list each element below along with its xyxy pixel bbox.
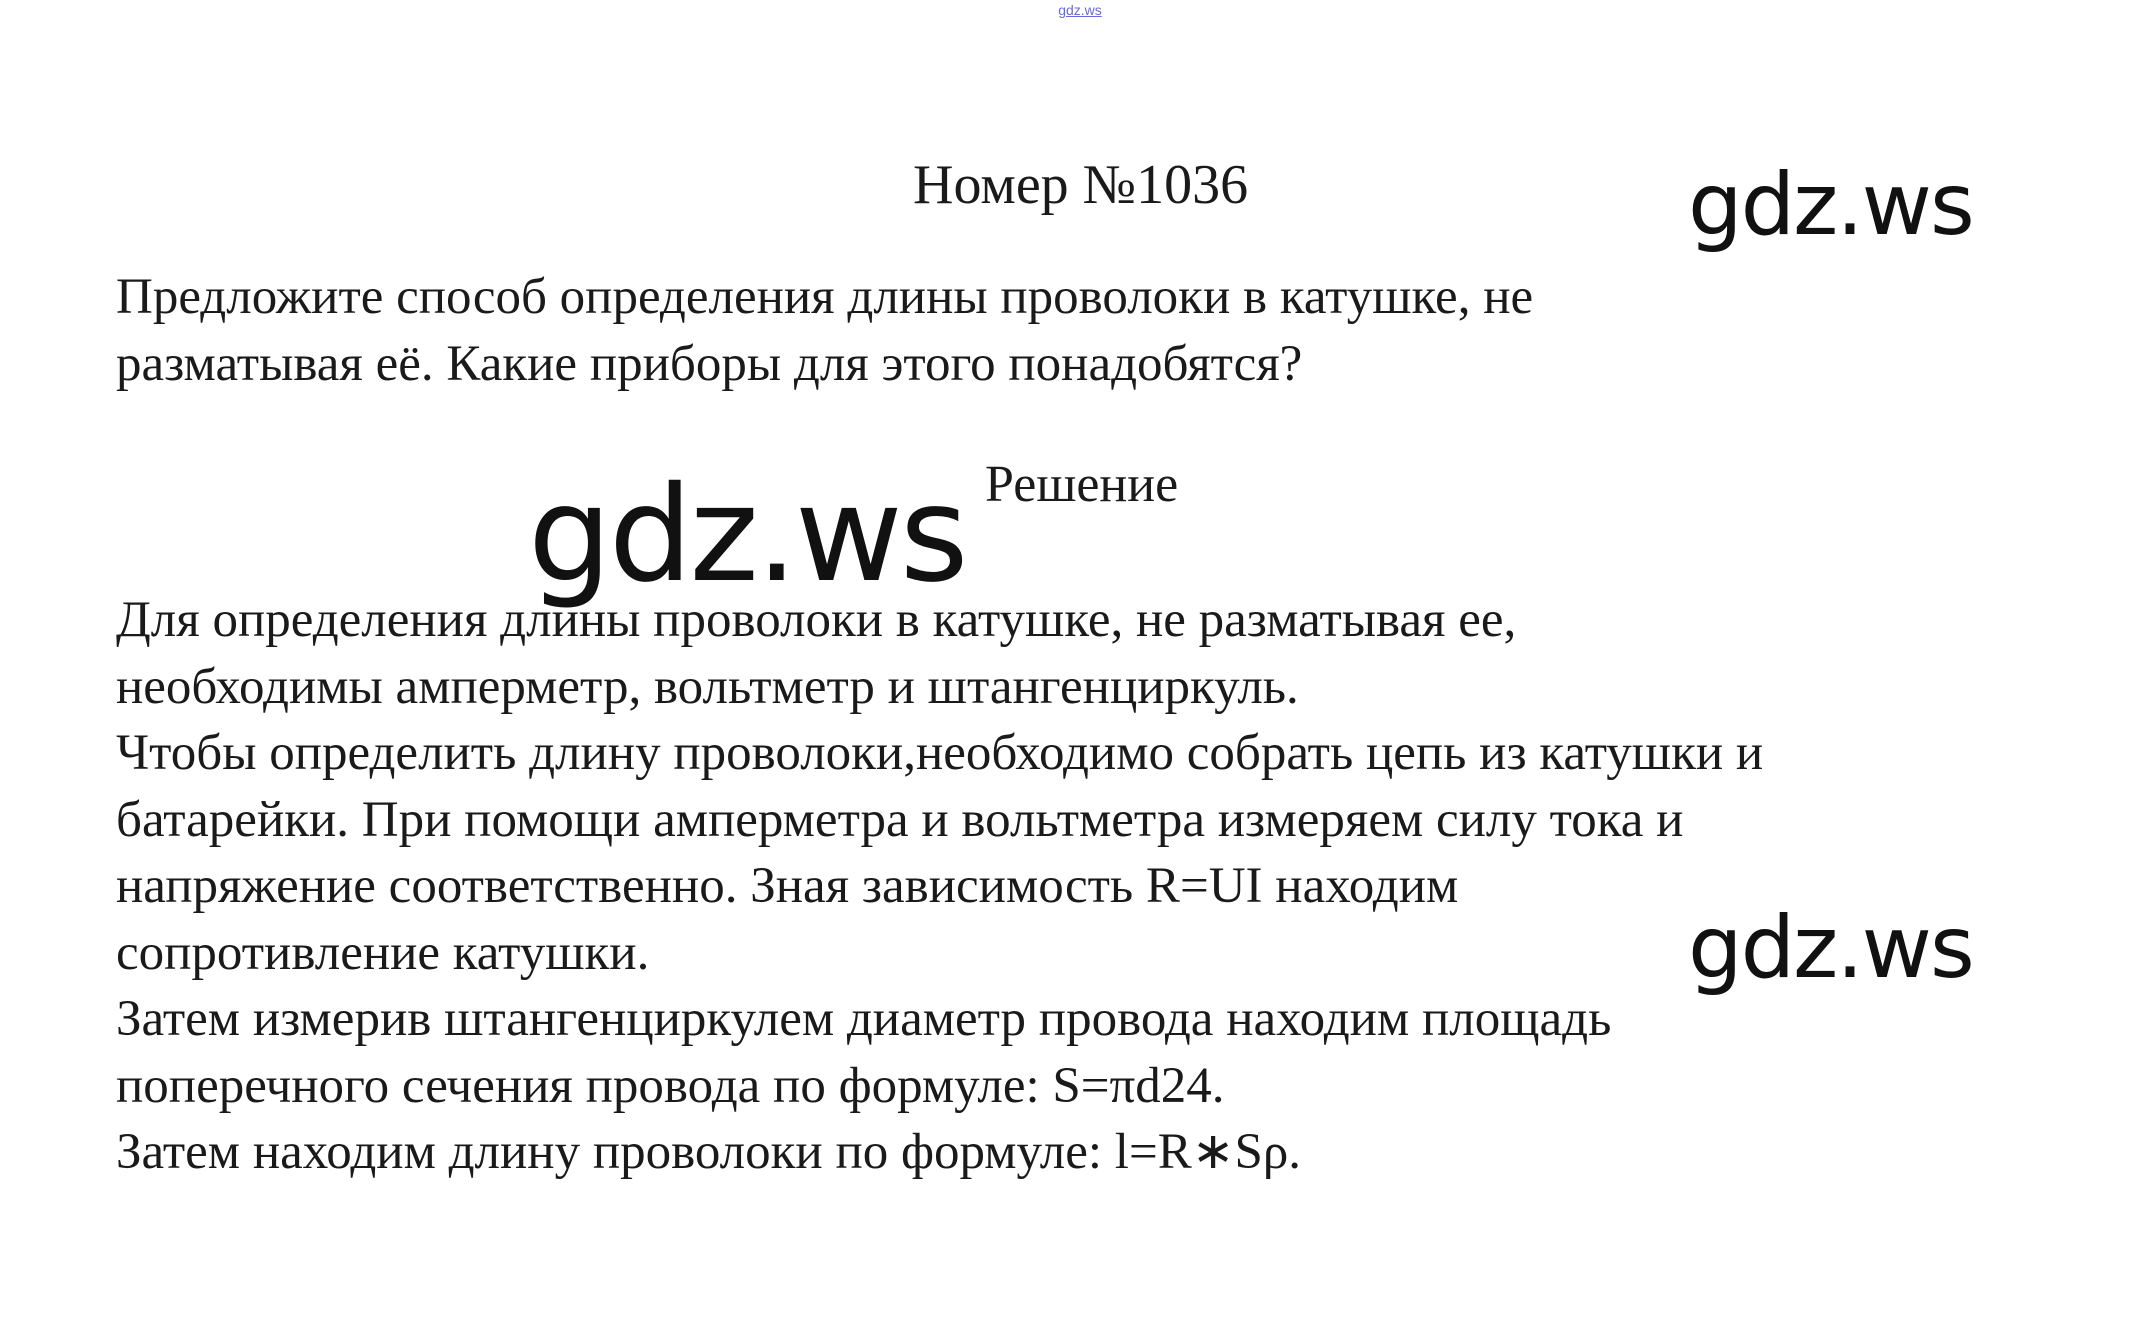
- solution-line: поперечного сечения провода по формуле: S=πd24.: [116, 1057, 1225, 1114]
- solution-text: [116, 587, 1763, 1186]
- page-title: Номер №1036: [913, 154, 1249, 216]
- watermark-logo-middle: gdz.ws: [528, 458, 966, 612]
- question-text: [116, 264, 1533, 397]
- watermark-logo-top: gdz.ws: [1688, 155, 1973, 255]
- solution-line: батарейки. При помощи амперметра и вольтметра измеряем силу тока и: [116, 791, 1684, 848]
- watermark-logo-lower: gdz.ws: [1688, 898, 1973, 998]
- solution-line: сопротивление катушки.: [116, 924, 650, 981]
- solution-heading: Решение: [985, 456, 1179, 513]
- solution-line: Для определения длины проволоки в катушке, не разматывая ее,: [116, 592, 1517, 648]
- solution-line: Затем находим длину проволоки по формуле: l=R∗Sρ.: [116, 1124, 1302, 1180]
- solution-line: Затем измерив штангенциркулем диаметр провода находим площадь: [116, 991, 1612, 1047]
- site-link[interactable]: gdz.ws: [1058, 2, 1102, 18]
- question-line: разматывая её. Какие приборы для этого понадобятся?: [116, 335, 1303, 392]
- solution-line: Чтобы определить длину проволоки,необходимо собрать цепь из катушки и: [116, 725, 1764, 781]
- question-line: Предложите способ определения длины проволоки в катушке, не: [116, 269, 1534, 325]
- solution-line: необходимы амперметр, вольтметр и штангенциркуль.: [116, 658, 1299, 715]
- solution-line: напряжение соответственно. Зная зависимость R=UI находим: [116, 858, 1459, 914]
